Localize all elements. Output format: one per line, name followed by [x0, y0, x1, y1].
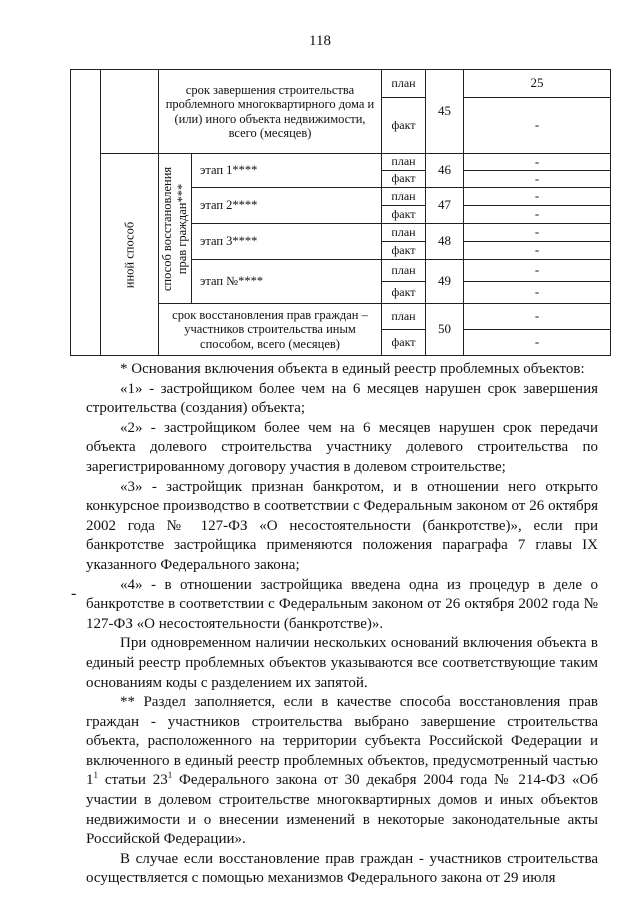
subgroup-label-line-2: прав граждан***	[175, 183, 189, 274]
subgroup-label-cell	[159, 154, 192, 304]
margin-mark: -	[71, 585, 77, 602]
fact-label: факт	[382, 171, 426, 188]
row-45-plan	[71, 70, 611, 98]
plan-value: 25	[464, 70, 611, 98]
note-code-3: «3» - застройщик признан банкротом, и в отношении него открыто конкурсное производство в соответствии с Федеральным законом от 26 октября 2002 года № 127-ФЗ «О несостоятельности (банкротстве)», если при банкротстве застройщика применяются положения параграфа 7 главы IX указанного Федерального закона;	[86, 478, 598, 573]
note-code-4: «4» - в отношении застройщика введена одна из процедур в деле о банкротстве в соответствии с Федеральным законом от 26 октября 2002 года № 127-ФЗ «О несостоятельности (банкротстве)».	[86, 576, 598, 632]
plan-value: -	[464, 304, 611, 330]
row-number: 46	[426, 154, 464, 188]
blank-column-1	[71, 70, 101, 356]
page-number: 118	[309, 33, 331, 49]
plan-value: -	[464, 154, 611, 171]
plan-label: план	[382, 304, 426, 330]
note-code-2: «2» - застройщиком более чем на 6 месяцев нарушен срок передачи объекта долевого строительства участнику долевого строительства по зарегистрированному договору участия в долевом строительстве;	[86, 419, 598, 475]
fact-value: -	[464, 171, 611, 188]
row-number: 45	[426, 70, 464, 154]
plan-label: план	[382, 188, 426, 206]
stage-3-label: этап 3****	[192, 224, 382, 260]
fact-value: -	[464, 330, 611, 356]
fact-label: факт	[382, 206, 426, 224]
fact-value: -	[464, 98, 611, 154]
note-grounds-intro: * Основания включения объекта в единый реестр проблемных объектов:	[120, 361, 585, 377]
note-multiple-grounds: При одновременном наличии нескольких оснований включения объекта в единый реестр проблемных объектов указываются все соответствующие таким основаниям коды с разделением их запятой.	[86, 635, 598, 691]
report-table	[70, 69, 611, 356]
fact-label: факт	[382, 98, 426, 154]
restoration-term-label: срок восстановления прав граждан – участников строительства иным способом, всего (месяцев)	[159, 304, 382, 356]
row-number: 50	[426, 304, 464, 356]
fact-label: факт	[382, 282, 426, 304]
subgroup-label-line-1: способ восстановления	[160, 166, 174, 291]
row-number: 49	[426, 260, 464, 304]
note-section-fill-part-1: ** Раздел заполняется, если в качестве способа восстановления прав граждан - участников строительства выбрано завершение строительства объекта, расположенного на территории субъекта Российской Федерации и включенного в единый реестр проблемных объектов, предусмотренный частью 1	[86, 694, 598, 789]
fact-label: факт	[382, 330, 426, 356]
note-section-fill-part-3: Федерального закона от 30 декабря 2004 года № 214-ФЗ «Об участии в долевом строительстве многоквартирных домов и иных объектов недвижимости и о внесении изменений в некоторые законодательные акты Российской Федерации».	[86, 772, 598, 848]
group-label: иной способ	[122, 221, 136, 288]
stage-2-label: этап 2****	[192, 188, 382, 224]
plan-value: -	[464, 188, 611, 206]
row-number: 47	[426, 188, 464, 224]
group-label-cell	[101, 154, 159, 356]
plan-label: план	[382, 224, 426, 242]
plan-label: план	[382, 70, 426, 98]
note-section-fill-part-2: статьи 23	[98, 772, 168, 789]
fact-value: -	[464, 206, 611, 224]
plan-label: план	[382, 260, 426, 282]
note-section-fill	[86, 693, 598, 850]
fact-label: факт	[382, 242, 426, 260]
superscript: 1	[93, 770, 98, 781]
stage-n-label: этап №****	[192, 260, 382, 304]
superscript: 1	[167, 770, 173, 781]
plan-value: -	[464, 260, 611, 282]
fact-value: -	[464, 242, 611, 260]
notes-text	[86, 360, 598, 889]
plan-label: план	[382, 154, 426, 171]
stage-1-label: этап 1****	[192, 154, 382, 188]
row-number: 48	[426, 224, 464, 260]
subgroup-label	[160, 166, 190, 290]
stage-1-plan-row	[71, 154, 611, 171]
note-federal-law: В случае если восстановление прав граждан - участников строительства осуществляется с помощью механизмов Федерального закона от 29 июля	[86, 850, 598, 887]
plan-value: -	[464, 224, 611, 242]
completion-term-label: срок завершения строительства проблемного многоквартирного дома и (или) иного объекта недвижимости, всего (месяцев)	[159, 70, 382, 154]
note-code-1: «1» - застройщиком более чем на 6 месяцев нарушен срок завершения строительства (создания) объекта;	[86, 380, 598, 417]
fact-value: -	[464, 282, 611, 304]
blank-column-2	[101, 70, 159, 154]
